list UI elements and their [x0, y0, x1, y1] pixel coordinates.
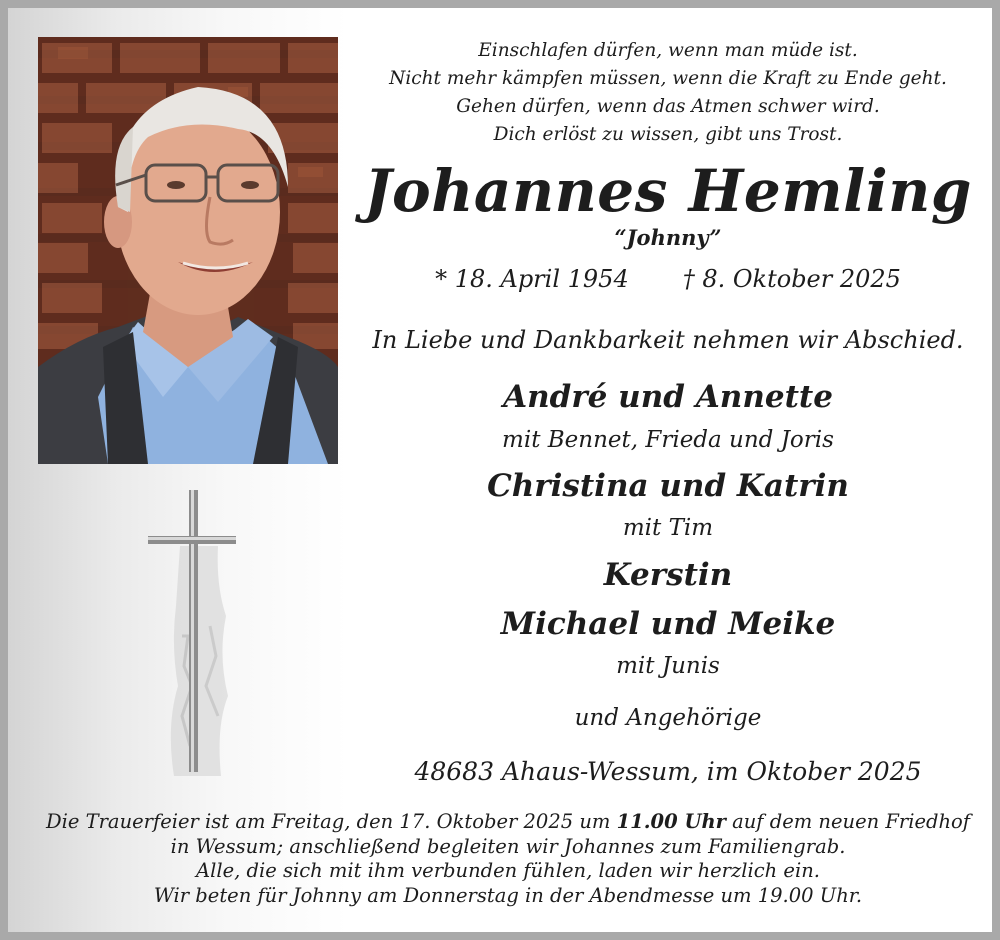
poem-line: Einschlafen dürfen, wenn man müde ist. — [478, 40, 858, 61]
deceased-name: Johannes Hemling — [364, 157, 972, 225]
relatives-text: und Angehörige — [574, 705, 762, 731]
poem-line: Gehen dürfen, wenn das Atmen schwer wird. — [456, 96, 880, 117]
family-sub: mit Junis — [616, 653, 720, 679]
family-name: Michael und Meike — [500, 606, 836, 642]
funeral-text: Die Trauerfeier ist am Freitag, den 17. Oktober 2025 um — [46, 810, 617, 833]
funeral-line — [28, 810, 988, 835]
funeral-line: in Wessum; anschließend begleiten wir Johannes zum Familiengrab. — [170, 834, 846, 858]
family-name: André und Annette — [503, 379, 833, 415]
poem-line: Dich erlöst zu wissen, gibt uns Trost. — [493, 124, 843, 145]
family-sub: mit Tim — [622, 515, 714, 541]
poem — [356, 37, 980, 149]
place-date: 48683 Ahaus-Wessum, im Oktober 2025 — [414, 757, 922, 786]
birth-date: * 18. April 1954 — [435, 265, 629, 293]
funeral-line: Wir beten für Johnny am Donnerstag in der Abendmesse um 19.00 Uhr. — [153, 883, 863, 907]
funeral-text: auf dem neuen Friedhof — [725, 810, 970, 833]
family-name: Kerstin — [603, 557, 733, 593]
funeral-line: Alle, die sich mit ihm verbunden fühlen, laden wir herzlich ein. — [196, 859, 820, 882]
death-date: † 8. Oktober 2025 — [682, 265, 901, 293]
family-name: Christina und Katrin — [487, 468, 849, 504]
cross-icon — [146, 486, 246, 790]
portrait-photo — [38, 37, 338, 464]
deceased-nickname: “Johnny” — [614, 225, 722, 250]
farewell-text: In Liebe und Dankbarkeit nehmen wir Abschied. — [372, 326, 964, 354]
family-sub: mit Bennet, Frieda und Joris — [502, 427, 834, 453]
funeral-info — [28, 810, 988, 908]
life-dates — [356, 263, 980, 295]
poem-line: Nicht mehr kämpfen müssen, wenn die Kraft zu Ende geht. — [389, 68, 947, 89]
obituary-card — [8, 8, 992, 932]
funeral-time: 11.00 Uhr — [616, 810, 726, 833]
